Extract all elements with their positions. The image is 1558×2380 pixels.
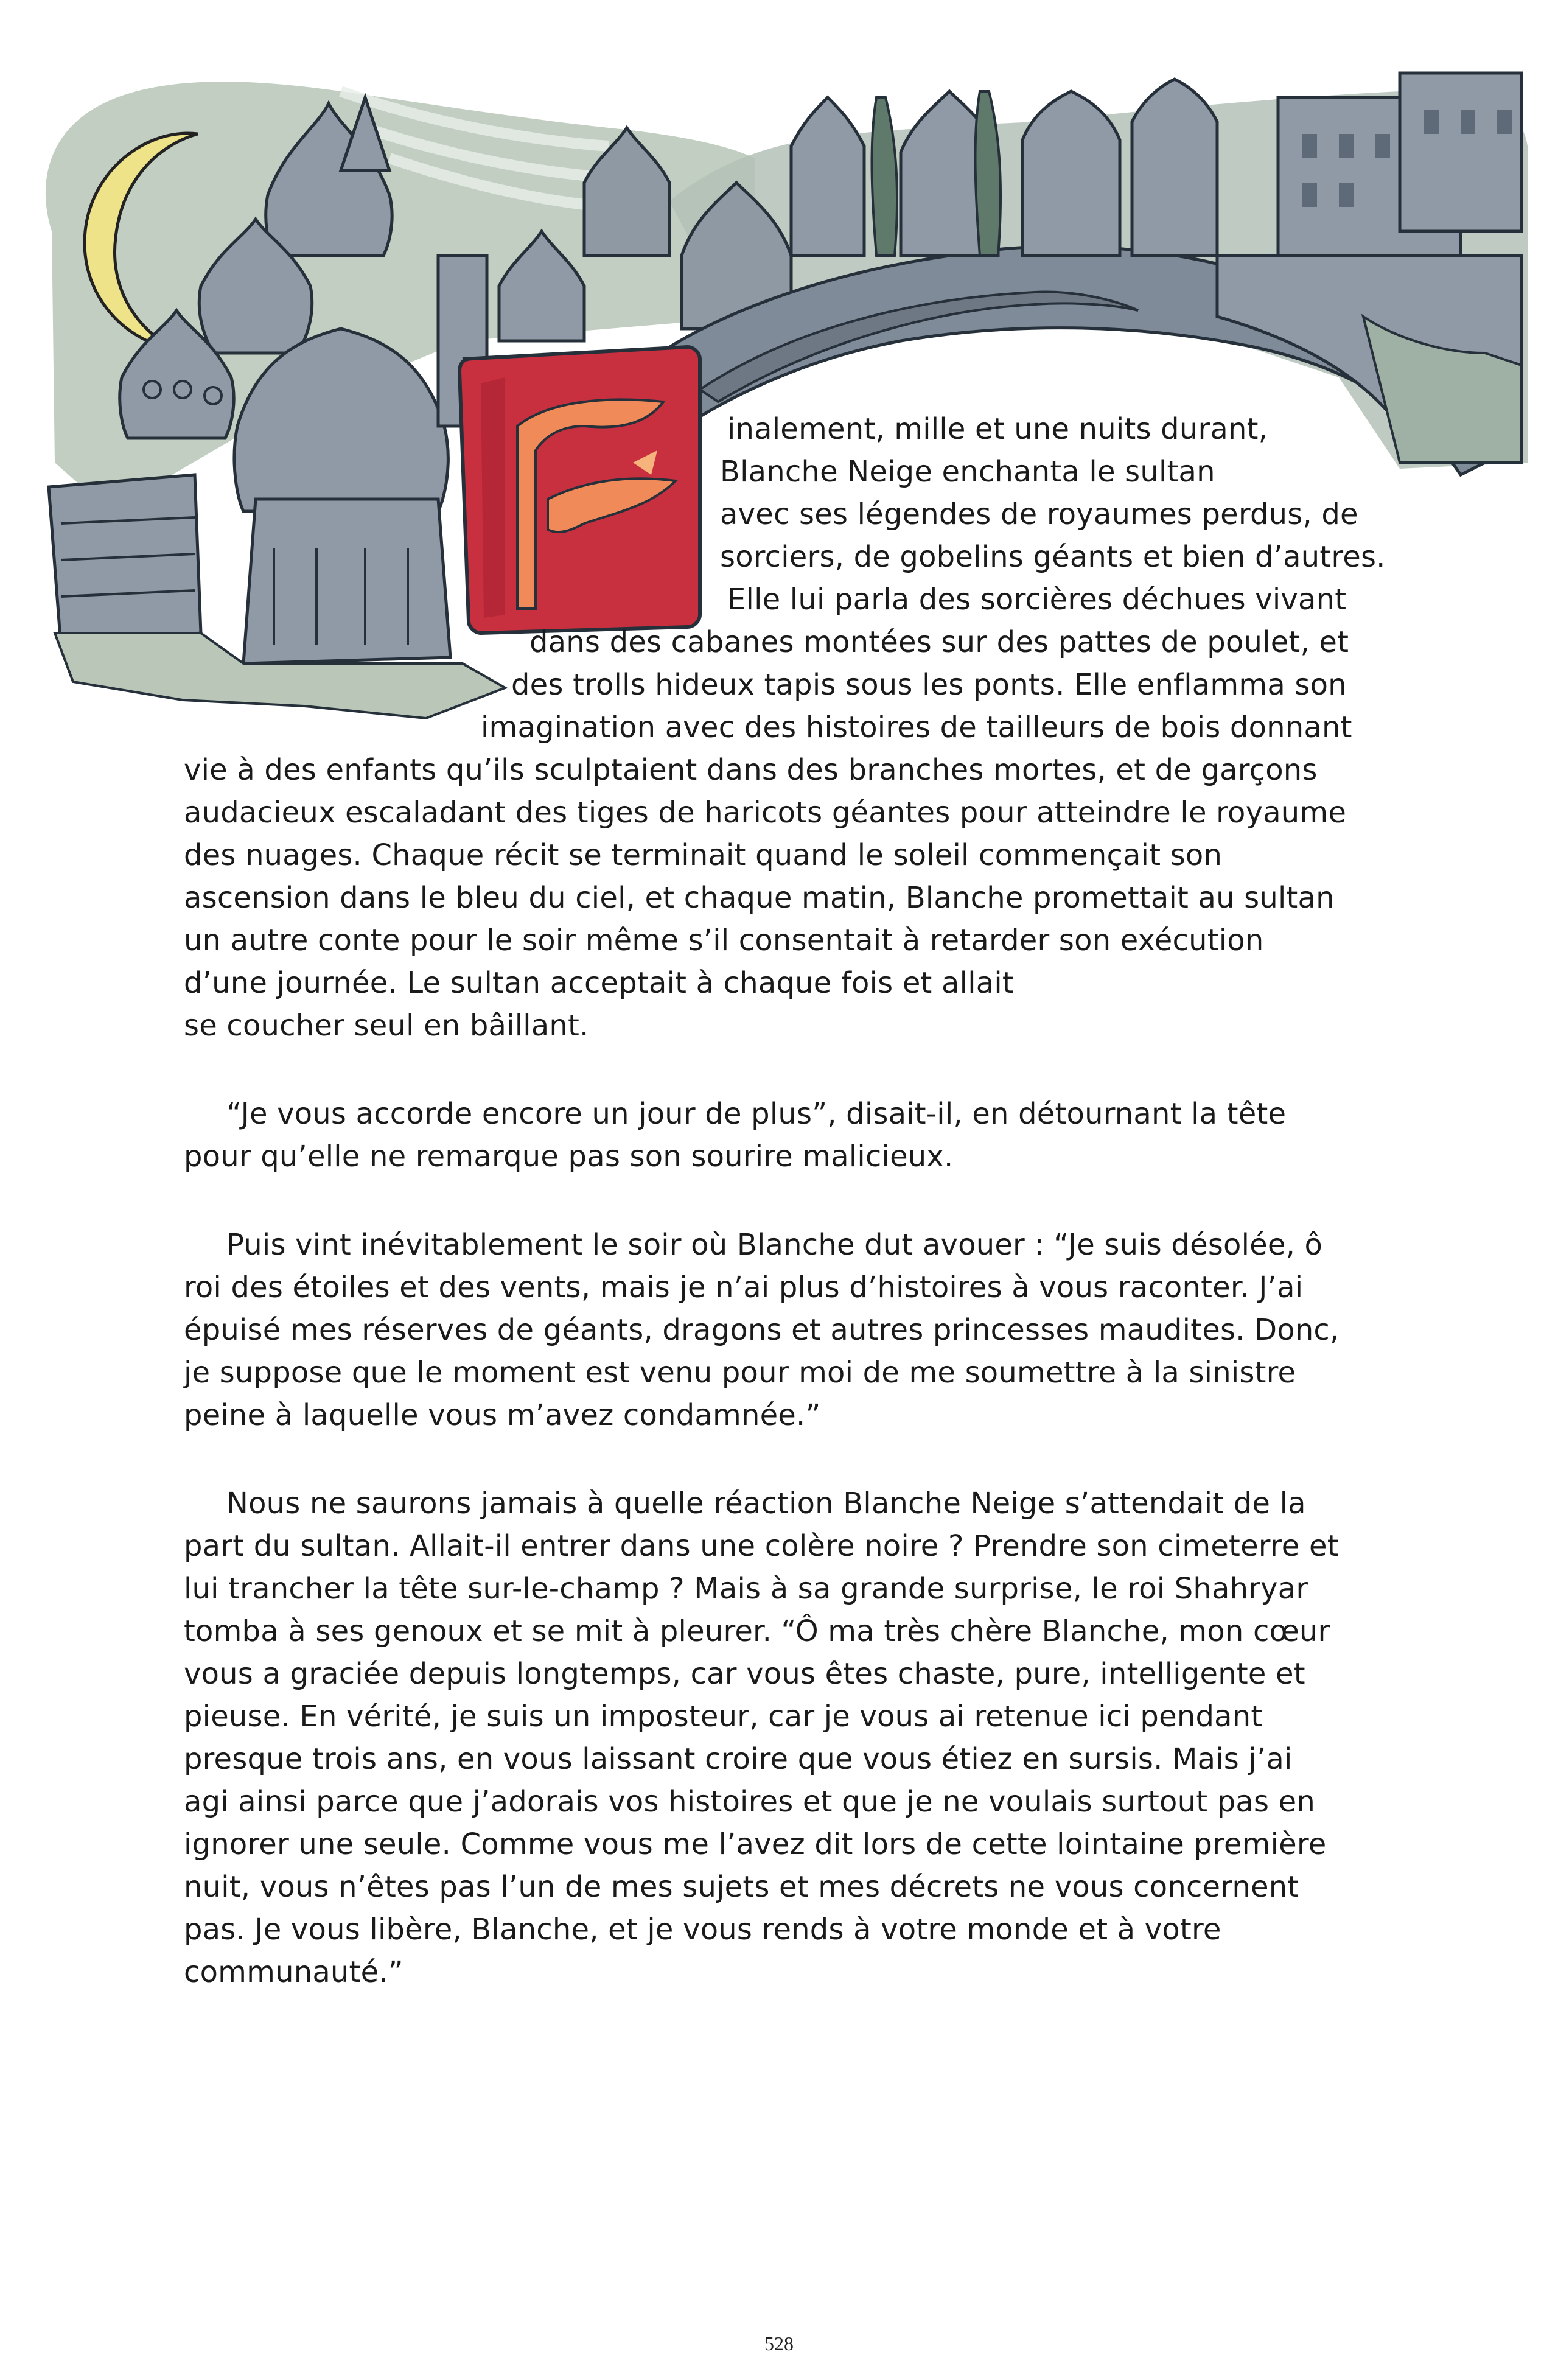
text-line: dans des cabanes montées sur des pattes de poulet, et (529, 625, 1349, 659)
text-line: se coucher seul en bâillant. (184, 1009, 589, 1043)
text-line: vie à des enfants qu’ils sculptaient dans des branches mortes, et de garçons (184, 753, 1318, 787)
text-line: imagination avec des histoires de tailleurs de bois donnant (481, 710, 1352, 744)
text-line: Elle lui parla des sorcières déchues vivant (727, 583, 1347, 617)
text-line: vous a graciée depuis longtemps, car vous êtes chaste, pure, intelligente et (184, 1657, 1305, 1691)
text-line: nuit, vous n’êtes pas l’un de mes sujets et mes décrets ne vous concernent (184, 1870, 1299, 1904)
text-line: Blanche Neige enchanta le sultan (720, 455, 1215, 489)
text-line: roi des étoiles et des vents, mais je n’ai plus d’histoires à vous raconter. J’ai (184, 1270, 1304, 1304)
text-line: pieuse. En vérité, je suis un imposteur, car je vous ai retenue ici pendant (184, 1699, 1263, 1734)
dropcap (459, 347, 700, 633)
text-line: presque trois ans, en vous laissant croire que vous étiez en sursis. Mais j’ai (184, 1742, 1293, 1776)
text-line: des trolls hideux tapis sous les ponts. Elle enflamma son (511, 668, 1347, 702)
text-line: peine à laquelle vous m’avez condamnée.” (184, 1398, 821, 1432)
text-line: agi ainsi parce que j’adorais vos histoires et que je ne voulais surtout pas en (184, 1785, 1315, 1819)
page-number: 528 (764, 2333, 794, 2354)
text-line: épuisé mes réserves de géants, dragons et autres princesses maudites. Donc, (184, 1313, 1340, 1347)
text-line: part du sultan. Allait-il entrer dans une colère noire ? Prendre son cimeterre et (184, 1529, 1339, 1563)
text-line: Puis vint inévitablement le soir où Blanche dut avouer : “Je suis désolée, ô (226, 1228, 1323, 1262)
text-line: d’une journée. Le sultan acceptait à chaque fois et allait (184, 966, 1014, 1000)
text-line: “Je vous accorde encore un jour de plus”, disait-il, en détournant la tête (226, 1097, 1287, 1131)
text-line: inalement, mille et une nuits durant, (727, 412, 1268, 446)
text-line: ascension dans le bleu du ciel, et chaque matin, Blanche promettait au sultan (184, 881, 1335, 915)
text-line: ignorer une seule. Comme vous me l’avez dit lors de cette lointaine première (184, 1827, 1327, 1861)
text-line: des nuages. Chaque récit se terminait quand le soleil commençait son (184, 838, 1223, 872)
text-line: tomba à ses genoux et se mit à pleurer. “Ô ma très chère Blanche, mon cœur (184, 1614, 1330, 1648)
text-line: sorciers, de gobelins géants et bien d’autres. (720, 540, 1386, 574)
text-line: Nous ne saurons jamais à quelle réaction Blanche Neige s’attendait de la (226, 1486, 1306, 1521)
text-line: je suppose que le moment est venu pour moi de me soumettre à la sinistre (184, 1356, 1296, 1390)
text-line: pour qu’elle ne remarque pas son sourire malicieux. (184, 1139, 954, 1174)
text-line: communauté.” (184, 1955, 403, 1989)
text-line: audacieux escaladant des tiges de haricots géantes pour atteindre le royaume (184, 796, 1347, 830)
text-line: un autre conte pour le soir même s’il consentait à retarder son exécution (184, 923, 1264, 957)
text-line: avec ses légendes de royaumes perdus, de (720, 497, 1358, 531)
text-line: lui trancher la tête sur-le-champ ? Mais à sa grande surprise, le roi Shahryar (184, 1572, 1308, 1606)
text-line: pas. Je vous libère, Blanche, et je vous rends à votre monde et à votre (184, 1913, 1221, 1947)
